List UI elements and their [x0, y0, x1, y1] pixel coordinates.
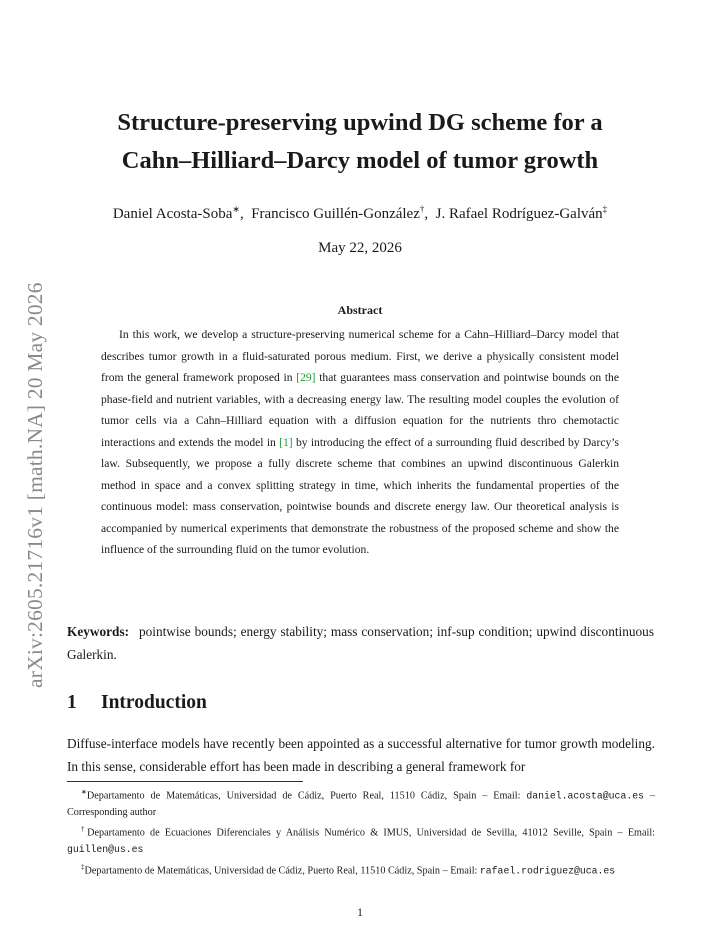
footnote-mark: ∗: [81, 788, 87, 796]
footnote-mark: †: [81, 825, 88, 834]
author-mark: ∗: [232, 204, 240, 214]
footnote-text: Departamento de Matemáticas, Universidad de Cádiz, Puerto Real, 11510 Cádiz, Spain – Email:: [86, 790, 527, 802]
author-list: Daniel Acosta-Soba∗, Francisco Guillén-González†, J. Rafael Rodríguez-Galván‡: [112, 204, 608, 222]
abstract-text: In this work, we develop a structure-preserving numerical scheme for a Cahn–Hilliard–Darcy model that describes tumor growth in a fluid-saturated porous medium. First, we derive a physically consistent model from the general framework proposed in: [101, 328, 619, 384]
abstract-heading: Abstract: [337, 303, 383, 317]
footnote: [67, 821, 655, 858]
author-mark: †: [419, 204, 425, 214]
keywords-text: pointwise bounds; energy stability; mass conservation; inf-sup condition; upwind discontinuous Galerkin.: [67, 624, 655, 662]
footnote-text: – Corresponding author: [67, 790, 655, 818]
citation-link[interactable]: [29]: [296, 371, 316, 384]
footnotes: [67, 784, 655, 880]
abstract-body: [101, 324, 619, 561]
section-heading: [67, 692, 207, 714]
paper-title: [60, 104, 660, 180]
footnote-text: Departamento de Ecuaciones Diferenciales y Análisis Numérico & IMUS, Universidad de Sevilla, 41012 Seville, Spain – Email:: [87, 827, 655, 839]
publication-date: May 22, 2026: [318, 240, 402, 256]
abstract-text: that guarantees mass conservation and pointwise bounds on the phase-field and nutrient variables, with a decreasing energy law. The resulting model couples the evolution of tumor cells via a Cahn–Hilliard equation with a diffusion equation for the nutrients thro chemotactic interactions and extends the model in: [101, 371, 619, 449]
footnote-rule: [67, 781, 303, 782]
footnote: [67, 784, 655, 821]
footnote-text: Departamento de Matemáticas, Universidad de Cádiz, Puerto Real, 11510 Cádiz, Spain – Email:: [84, 865, 480, 877]
footnote: [67, 859, 655, 880]
author-mark: ‡: [602, 204, 608, 214]
email-link[interactable]: rafael.rodriguez@uca.es: [479, 865, 616, 877]
author-name: Francisco Guillén-González: [251, 206, 420, 222]
citation-link[interactable]: [1]: [279, 435, 293, 449]
intro-paragraph: Diffuse-interface models have recently been appointed as a successful alternative for tumor growth modeling. In this sense, considerable effort has been made in describing a general framework for: [67, 736, 655, 774]
author-name: Daniel Acosta-Soba: [112, 206, 233, 222]
abstract-text: by introducing the effect of a surrounding fluid described by Darcy’s law. Subsequently, we propose a fully discrete scheme that combines an upwind discontinuous Galerkin method in space and a convex splitting strategy in time, which inherits the fundamental properties of the continuous model: mass conservation, pointwise bounds and discrete energy law. Our theoretical analysis is accompanied by numerical experiments that demonstrate the robustness of the proposed scheme and show the influence of the surrounding fluid on the tumor evolution.: [101, 435, 619, 556]
section-number: 1: [67, 692, 77, 713]
arxiv-identifier: arXiv:2605.21716v1 [math.NA] 20 May 2026: [23, 282, 47, 688]
email-link[interactable]: guillen@us.es: [67, 844, 144, 856]
author-name: J. Rafael Rodríguez-Galván: [435, 206, 603, 222]
keywords: [67, 620, 654, 666]
title-line-2: Cahn–Hilliard–Darcy model of tumor growth: [121, 147, 599, 174]
title-line-1: Structure-preserving upwind DG scheme for a: [117, 109, 603, 136]
email-link[interactable]: daniel.acosta@uca.es: [526, 790, 644, 802]
keywords-label: Keywords:: [67, 624, 130, 639]
page-number: 1: [357, 905, 363, 919]
footnote-mark: ‡: [81, 862, 85, 871]
section-title: Introduction: [101, 692, 207, 713]
